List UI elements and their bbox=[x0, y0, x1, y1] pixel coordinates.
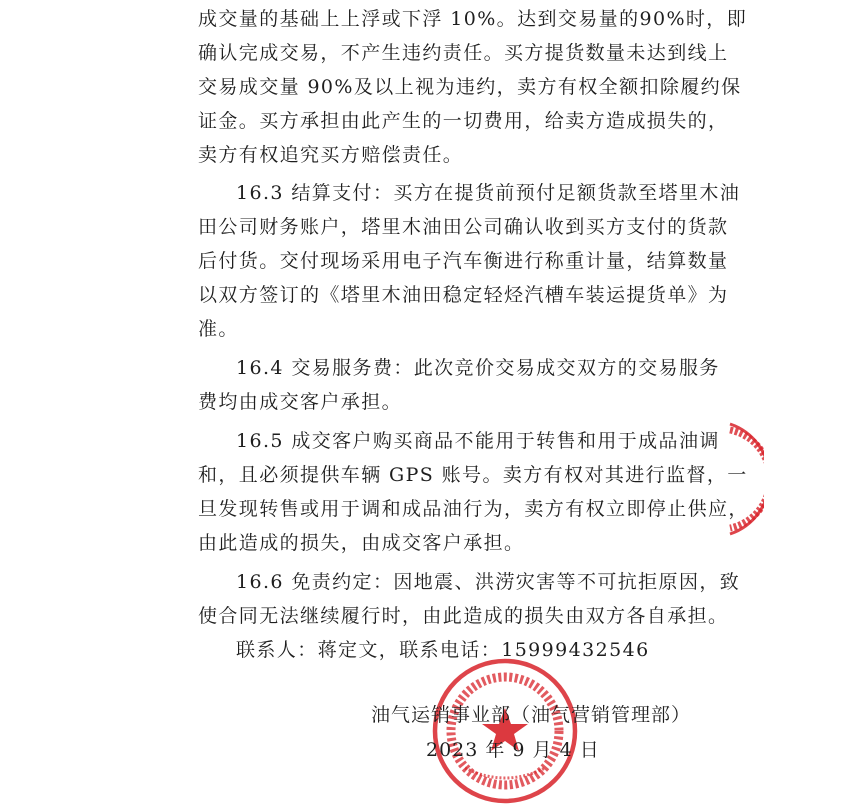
text-line: 16.5 成交客户购买商品不能用于转售和用于成品油调 bbox=[236, 430, 720, 452]
text-line: 卖方有权追究买方赔偿责任。 bbox=[198, 144, 464, 166]
signature-date: 2023 年 9 月 4 日 bbox=[426, 739, 600, 761]
edge-seal-stamp bbox=[724, 420, 764, 538]
text-line: 由此造成的损失，由成交客户承担。 bbox=[198, 532, 525, 554]
text-line: 和，且必须提供车辆 GPS 账号。卖方有权对其进行监督，一 bbox=[198, 464, 748, 486]
text-line: 交易成交量 90%及以上视为违约，卖方有权全额扣除履约保 bbox=[198, 76, 742, 98]
text-line: 旦发现转售或用于调和成品油行为，卖方有权立即停止供应， bbox=[198, 498, 749, 520]
text-line: 确认完成交易，不产生违约责任。买方提货数量未达到线上 bbox=[198, 42, 729, 64]
text-line: 16.4 交易服务费：此次竞价交易成交双方的交易服务 bbox=[236, 357, 720, 379]
text-line: 使合同无法继续履行时，由此造成的损失由双方各自承担。 bbox=[198, 605, 729, 627]
company-seal-stamp bbox=[430, 656, 580, 806]
text-line: 16.6 免责约定：因地震、洪涝灾害等不可抗拒原因，致 bbox=[236, 571, 741, 593]
text-line: 以双方签订的《塔里木油田稳定轻烃汽槽车装运提货单》为 bbox=[198, 284, 729, 306]
text-line: 16.3 结算支付：买方在提货前预付足额货款至塔里木油 bbox=[236, 182, 741, 204]
text-line: 后付货。交付现场采用电子汽车衡进行称重计量，结算数量 bbox=[198, 250, 729, 272]
text-line: 成交量的基础上上浮或下浮 10%。达到交易量的90%时，即 bbox=[198, 8, 748, 30]
signature-organization: 油气运销事业部（油气营销管理部） bbox=[371, 704, 692, 726]
text-line: 证金。买方承担由此产生的一切费用，给卖方造成损失的， bbox=[198, 110, 729, 132]
text-line: 费均由成交客户承担。 bbox=[198, 391, 403, 413]
contact-line: 联系人：蒋定文，联系电话：15999432546 bbox=[236, 639, 650, 661]
text-line: 准。 bbox=[198, 318, 239, 340]
text-line: 田公司财务账户，塔里木油田公司确认收到买方支付的货款 bbox=[198, 216, 729, 238]
